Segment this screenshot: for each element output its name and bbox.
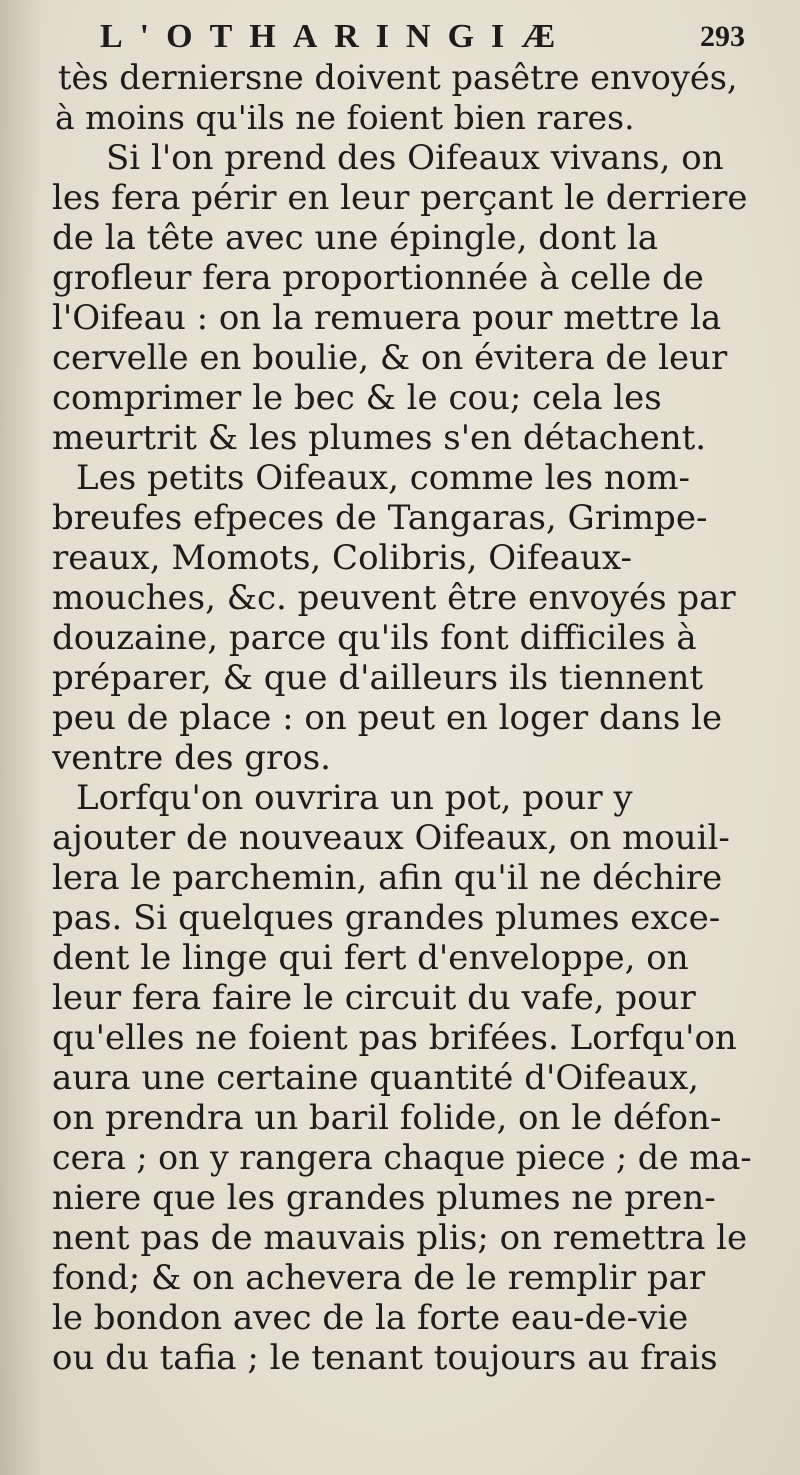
text-line: peu de place : on peut en loger dans le: [52, 698, 723, 738]
text-line: ventre des gros.: [52, 738, 331, 778]
text-line: cera ; on y rangera chaque piece ; de ma-: [52, 1138, 752, 1177]
text-line: de la tête avec une épingle, dont la: [52, 218, 658, 258]
text-line: dent le linge qui fert d'enveloppe, on: [52, 938, 689, 978]
page-number: 293: [700, 20, 745, 53]
text-line: niere que les grandes plumes ne pren-: [52, 1178, 716, 1218]
text-line: Lorfqu'on ouvrira un pot, pour y: [76, 778, 633, 818]
text-line: douzaine, parce qu'ils font difficiles à: [52, 618, 697, 658]
text-line: mouches, &c. peuvent être envoyés par: [52, 578, 736, 618]
text-line: meurtrit & les plumes s'en détachent.: [52, 418, 707, 458]
text-line: grofleur fera proportionnée à celle de: [52, 258, 704, 298]
text-line: Les petits Oifeaux, comme les nom-: [76, 458, 690, 498]
text-line: les fera périr en leur perçant le derriere: [52, 178, 748, 218]
text-line: à moins qu'ils ne foient bien rares.: [55, 98, 635, 137]
text-line: pas. Si quelques grandes plumes exce-: [52, 898, 721, 938]
text-line: on prendra un baril folide, on le défon-: [52, 1098, 722, 1138]
text-line: qu'elles ne foient pas brifées. Lorfqu'on: [52, 1018, 737, 1058]
text-line: fond; & on achevera de le remplir par: [52, 1258, 706, 1298]
text-line: comprimer le bec & le cou; cela les: [52, 378, 662, 418]
text-line: cervelle en boulie, & on évitera de leur: [52, 338, 728, 378]
text-line: breufes efpeces de Tangaras, Grimpe-: [52, 498, 708, 538]
text-line: nent pas de mauvais plis; on remettra le: [52, 1218, 748, 1258]
text-line: lera le parchemin, afin qu'il ne déchire: [52, 858, 723, 898]
text-line: leur fera faire le circuit du vafe, pour: [52, 978, 696, 1018]
text-line: ou du tafia ; le tenant toujours au frais: [52, 1338, 718, 1378]
text-line: préparer, & que d'ailleurs ils tiennent: [52, 658, 704, 698]
running-title: L'OTHARINGIÆ: [100, 18, 573, 55]
text-line: l'Oifeau : on la remuera pour mettre la: [52, 298, 722, 338]
running-head: [0, 12, 800, 62]
text-line: reaux, Momots, Colibris, Oifeaux-: [52, 538, 632, 578]
text-line: aura une certaine quantité d'Oifeaux,: [52, 1058, 699, 1098]
text-line: ajouter de nouveaux Oifeaux, on mouil-: [52, 818, 730, 858]
text-line: Si l'on prend des Oifeaux vivans, on: [106, 138, 724, 178]
text-line: tès derniersne doivent pasêtre envoyés,: [58, 58, 738, 97]
body-text: [0, 58, 800, 1378]
text-line: le bondon avec de la forte eau-de-vie: [52, 1298, 689, 1338]
